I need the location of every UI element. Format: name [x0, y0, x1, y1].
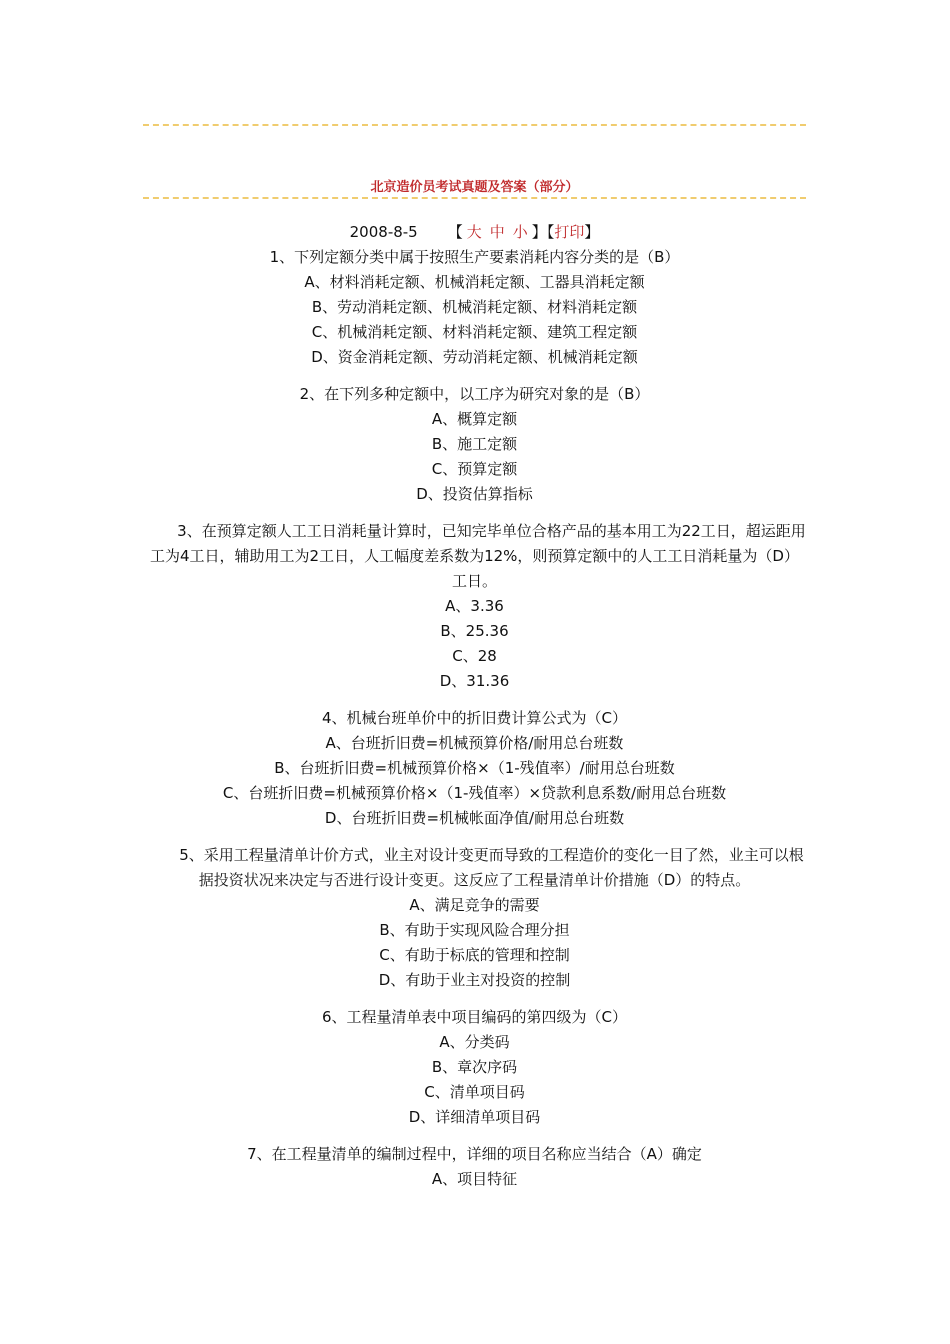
question-4 — [143, 706, 806, 831]
option: B、劳动消耗定额、机械消耗定额、材料消耗定额 — [311, 298, 638, 316]
option: B、台班折旧费=机械预算价格×（1-残值率）/耐用总台班数 — [274, 759, 675, 777]
option: C、台班折旧费=机械预算价格×（1-残值率）×贷款利息系数/耐用总台班数 — [222, 784, 727, 802]
question-6 — [143, 1005, 806, 1130]
page-title: 北京造价员考试真题及答案（部分） — [370, 180, 579, 195]
option: D、详细清单项目码 — [408, 1108, 541, 1126]
option: B、25.36 — [440, 622, 509, 640]
option: A、满足竞争的需要 — [409, 896, 540, 914]
option: A、台班折旧费=机械预算价格/耐用总台班数 — [325, 734, 624, 752]
option: A、材料消耗定额、机械消耗定额、工器具消耗定额 — [304, 273, 645, 291]
question-1 — [143, 245, 806, 370]
question-5 — [143, 843, 806, 993]
option: A、概算定额 — [431, 410, 518, 428]
question-2 — [143, 382, 806, 507]
question-text: 5、采用工程量清单计价方式，业主对设计变更而导致的工程造价的变化一目了然，业主可以根据投资状况来决定与否进行设计变更。这反应了工程量清单计价措施（D）的特点。 — [179, 846, 804, 889]
question-text: 6、工程量清单表中项目编码的第四级为（C） — [321, 1008, 628, 1026]
option: C、有助于标底的管理和控制 — [379, 946, 570, 964]
date-row: 2008-8-5 【 大 中 小 】【打印】 — [349, 223, 600, 241]
option: B、施工定额 — [431, 435, 518, 453]
option: A、分类码 — [439, 1033, 510, 1051]
option: C、28 — [452, 647, 497, 665]
question-text: 4、机械台班单价中的折旧费计算公式为（C） — [321, 709, 628, 727]
question-text: 3、在预算定额人工工日消耗量计算时，已知完毕单位合格产品的基本用工为22工日，超运距用工为4工日，辅助用工为2工日，人工幅度差系数为12%，则预算定额中的人工工日消耗量为（D）工日。 — [150, 522, 806, 590]
font-size-small-link[interactable]: 小 — [512, 223, 528, 241]
option: B、章次序码 — [431, 1058, 518, 1076]
question-text: 1、下列定额分类中属于按照生产要素消耗内容分类的是（B） — [269, 248, 680, 266]
option: D、投资估算指标 — [416, 485, 533, 503]
font-size-large-link[interactable]: 大 — [466, 223, 482, 241]
question-text: 7、在工程量清单的编制过程中，详细的项目名称应当结合（A）确定 — [247, 1145, 702, 1163]
question-7 — [143, 1142, 806, 1192]
option: C、机械消耗定额、材料消耗定额、建筑工程定额 — [311, 323, 638, 341]
print-link[interactable]: 打印 — [554, 223, 585, 241]
option: B、有助于实现风险合理分担 — [379, 921, 570, 939]
article-body — [143, 220, 806, 1192]
divider-below-title — [143, 197, 806, 199]
option: D、有助于业主对投资的控制 — [378, 971, 571, 989]
option: D、台班折旧费=机械帐面净值/耐用总台班数 — [324, 809, 625, 827]
question-3 — [143, 519, 806, 694]
option: D、资金消耗定额、劳动消耗定额、机械消耗定额 — [311, 348, 638, 366]
option: C、清单项目码 — [424, 1083, 525, 1101]
option: A、项目特征 — [431, 1170, 518, 1188]
publish-date: 2008-8-5 — [349, 223, 418, 241]
divider-top — [143, 124, 806, 126]
question-text: 2、在下列多种定额中，以工序为研究对象的是（B） — [299, 385, 650, 403]
font-size-medium-link[interactable]: 中 — [489, 223, 505, 241]
option: A、3.36 — [445, 597, 504, 615]
option: D、31.36 — [439, 672, 510, 690]
option: C、预算定额 — [431, 460, 518, 478]
font-size-controls — [463, 223, 532, 241]
